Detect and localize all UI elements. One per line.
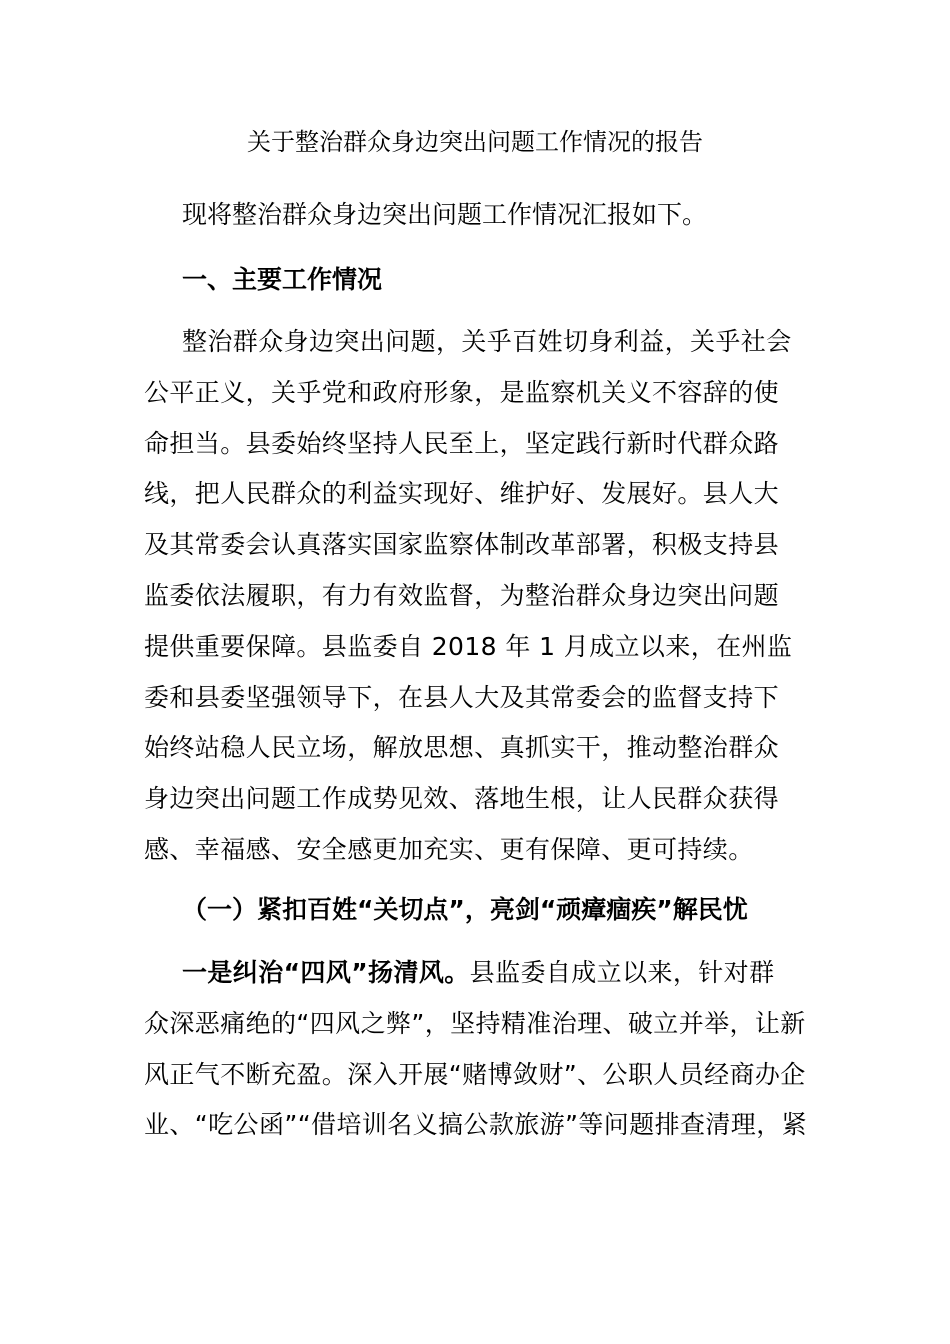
paragraph-line: 命担当。县委始终坚持人民至上，坚定践行新时代群众路: [144, 428, 780, 458]
paragraph-line: 监委依法履职，有力有效监督，为整治群众身边突出问题: [144, 580, 780, 610]
paragraph-line: 提供重要保障。县监委自 2018 年 1 月成立以来，在州监: [144, 631, 793, 661]
paragraph-line: 众深恶痛绝的“四风之弊”，坚持精准治理、破立并举，让新: [144, 1008, 806, 1038]
document-title: 关于整治群众身边突出问题工作情况的报告: [247, 128, 703, 156]
paragraph-line: 委和县委坚强领导下，在县人大及其常委会的监督支持下: [144, 682, 780, 712]
paragraph-main-work: [144, 322, 824, 881]
subheading-one: （一）紧扣百姓“关切点”，亮剑“顽瘴痼疾”解民忧: [182, 895, 748, 924]
intro-paragraph: 现将整治群众身边突出问题工作情况汇报如下。: [182, 200, 708, 229]
paragraph-four-winds: [144, 953, 824, 1156]
paragraph-line-rest: 县监委自成立以来，针对群: [469, 958, 775, 987]
paragraph-line: 整治群众身边突出问题，关乎百姓切身利益，关乎社会: [182, 327, 792, 356]
paragraph-line: 风正气不断充盈。深入开展“赌博敛财”、公职人员经商办企: [144, 1059, 806, 1089]
paragraph-line: 及其常委会认真落实国家监察体制改革部署，积极支持县: [144, 530, 780, 560]
paragraph-lead-bold: 一是纠治“四风”扬清风。: [182, 958, 470, 987]
paragraph-line: 感、幸福感、安全感更加充实、更有保障、更可持续。: [144, 834, 754, 864]
paragraph-line: 线，把人民群众的利益实现好、维护好、发展好。县人大: [144, 479, 780, 509]
paragraph-line: 业、“吃公函”“借培训名义搞公款旅游”等问题排查清理，紧: [144, 1110, 808, 1140]
paragraph-line: 始终站稳人民立场，解放思想、真抓实干，推动整治群众: [144, 733, 780, 763]
section-heading-main-work: 一、主要工作情况: [182, 265, 383, 294]
paragraph-line: 身边突出问题工作成势见效、落地生根，让人民群众获得: [144, 784, 780, 814]
paragraph-line: [144, 953, 824, 1004]
paragraph-line: 公平正义，关乎党和政府形象，是监察机关义不容辞的使: [144, 377, 780, 407]
